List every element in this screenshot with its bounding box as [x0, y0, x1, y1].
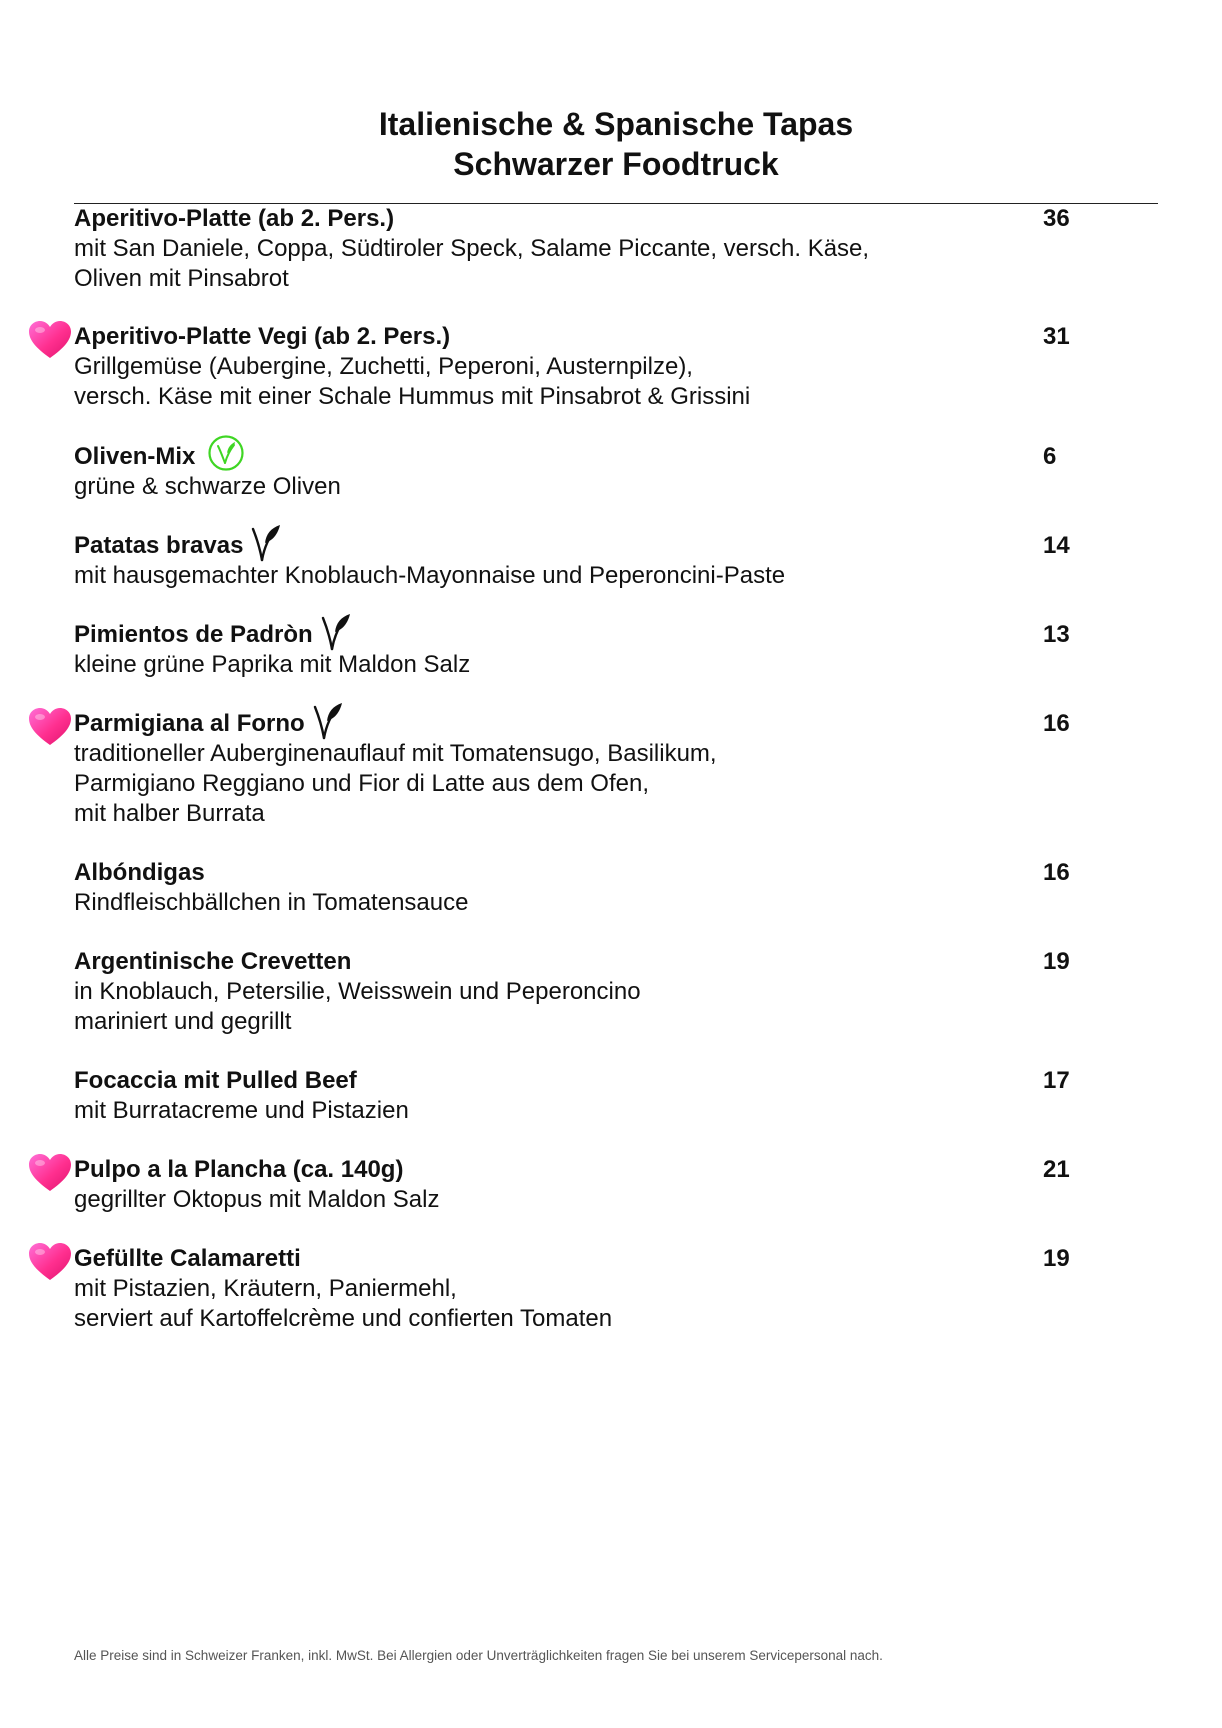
menu-item-name: Oliven-Mix: [74, 443, 196, 470]
menu-item-price: 17: [1043, 1067, 1070, 1094]
menu-item-name: Focaccia mit Pulled Beef: [74, 1067, 357, 1094]
menu-item: [74, 322, 1074, 412]
heart-icon: [28, 707, 72, 747]
menu-item-desc: Grillgemüse (Aubergine, Zuchetti, Peperoni, Austernpilze),: [74, 353, 693, 380]
heart-icon: [28, 320, 72, 360]
menu-item-desc: traditioneller Auberginenauflauf mit Tomatensugo, Basilikum,: [74, 740, 717, 767]
menu-item: [74, 204, 1074, 294]
menu-item-price: 36: [1043, 205, 1070, 232]
menu-item-name: Aperitivo-Platte Vegi (ab 2. Pers.): [74, 323, 451, 350]
menu-item-price: 14: [1043, 532, 1070, 559]
menu-item-name-row: [74, 531, 1074, 561]
menu-item-price: 16: [1043, 859, 1070, 886]
heart-icon: [28, 1242, 72, 1282]
heart-icon: [28, 1153, 72, 1193]
menu-item-name: Patatas bravas: [74, 532, 244, 559]
leaf-icon: [309, 701, 345, 741]
menu-item-name-row: [74, 709, 1074, 739]
menu-item-price: 19: [1043, 948, 1070, 975]
menu-item-desc: grüne & schwarze Oliven: [74, 473, 341, 500]
menu-item-desc: Rindfleischbällchen in Tomatensauce: [74, 889, 469, 916]
menu-item-name: Pimientos de Padròn: [74, 621, 313, 648]
menu-item-price: 31: [1043, 323, 1070, 350]
menu-item-desc: mit Burratacreme und Pistazien: [74, 1097, 409, 1124]
page-title: Italienische & Spanische Tapas: [378, 106, 854, 142]
menu-item-desc: mariniert und gegrillt: [74, 1008, 292, 1035]
menu-item-name-row: [74, 620, 1074, 650]
page-header: [0, 104, 1222, 184]
menu-item-desc: in Knoblauch, Petersilie, Weisswein und Peperoncino: [74, 978, 641, 1005]
menu-item-desc: mit San Daniele, Coppa, Südtiroler Speck, Salame Piccante, versch. Käse,: [74, 235, 870, 262]
leaf-icon: [247, 523, 283, 563]
menu-item-desc: kleine grüne Paprika mit Maldon Salz: [74, 651, 471, 678]
menu-item-desc: gegrillter Oktopus mit Maldon Salz: [74, 1186, 440, 1213]
menu-item-name: Parmigiana al Forno: [74, 710, 305, 737]
menu-item: [74, 858, 1074, 918]
menu-item-desc: Parmigiano Reggiano und Fior di Latte aus dem Ofen,: [74, 770, 650, 797]
menu-item-desc: versch. Käse mit einer Schale Hummus mit Pinsabrot & Grissini: [74, 383, 751, 410]
menu-item: [74, 947, 1074, 1037]
menu-item-desc: serviert auf Kartoffelcrème und confierten Tomaten: [74, 1305, 613, 1332]
menu-item-price: 6: [1043, 443, 1057, 470]
menu-item-name: Gefüllte Calamaretti: [74, 1245, 301, 1272]
menu-item-price: 16: [1043, 710, 1070, 737]
vegan-icon: [207, 434, 245, 472]
menu-item: [74, 1155, 1074, 1215]
menu-item-desc: mit hausgemachter Knoblauch-Mayonnaise und Peperoncini-Paste: [74, 562, 786, 589]
menu-item-name: Aperitivo-Platte (ab 2. Pers.): [74, 205, 395, 232]
menu-item: [74, 620, 1074, 680]
menu-item: [74, 1244, 1074, 1334]
menu-item-price: 19: [1043, 1245, 1070, 1272]
menu-item: [74, 531, 1074, 591]
menu-item: [74, 442, 1074, 502]
menu-item: [74, 1066, 1074, 1126]
menu-item: [74, 709, 1074, 829]
menu-item-name: Albóndigas: [74, 859, 205, 886]
menu-item-name: Pulpo a la Plancha (ca. 140g): [74, 1156, 404, 1183]
menu-item-name-row: [74, 442, 1074, 472]
menu-item-name: Argentinische Crevetten: [74, 948, 352, 975]
footnote: Alle Preise sind in Schweizer Franken, inkl. MwSt. Bei Allergien oder Unverträglichkeiten fragen Sie bei unserem Servicepersonal nach.: [74, 1648, 883, 1663]
menu-item-desc: mit halber Burrata: [74, 800, 265, 827]
leaf-icon: [317, 612, 353, 652]
menu-item-price: 21: [1043, 1156, 1070, 1183]
page-subtitle: Schwarzer Foodtruck: [453, 146, 779, 182]
menu-item-desc: mit Pistazien, Kräutern, Paniermehl,: [74, 1275, 457, 1302]
menu-item-desc: Oliven mit Pinsabrot: [74, 265, 289, 292]
menu-item-price: 13: [1043, 621, 1070, 648]
